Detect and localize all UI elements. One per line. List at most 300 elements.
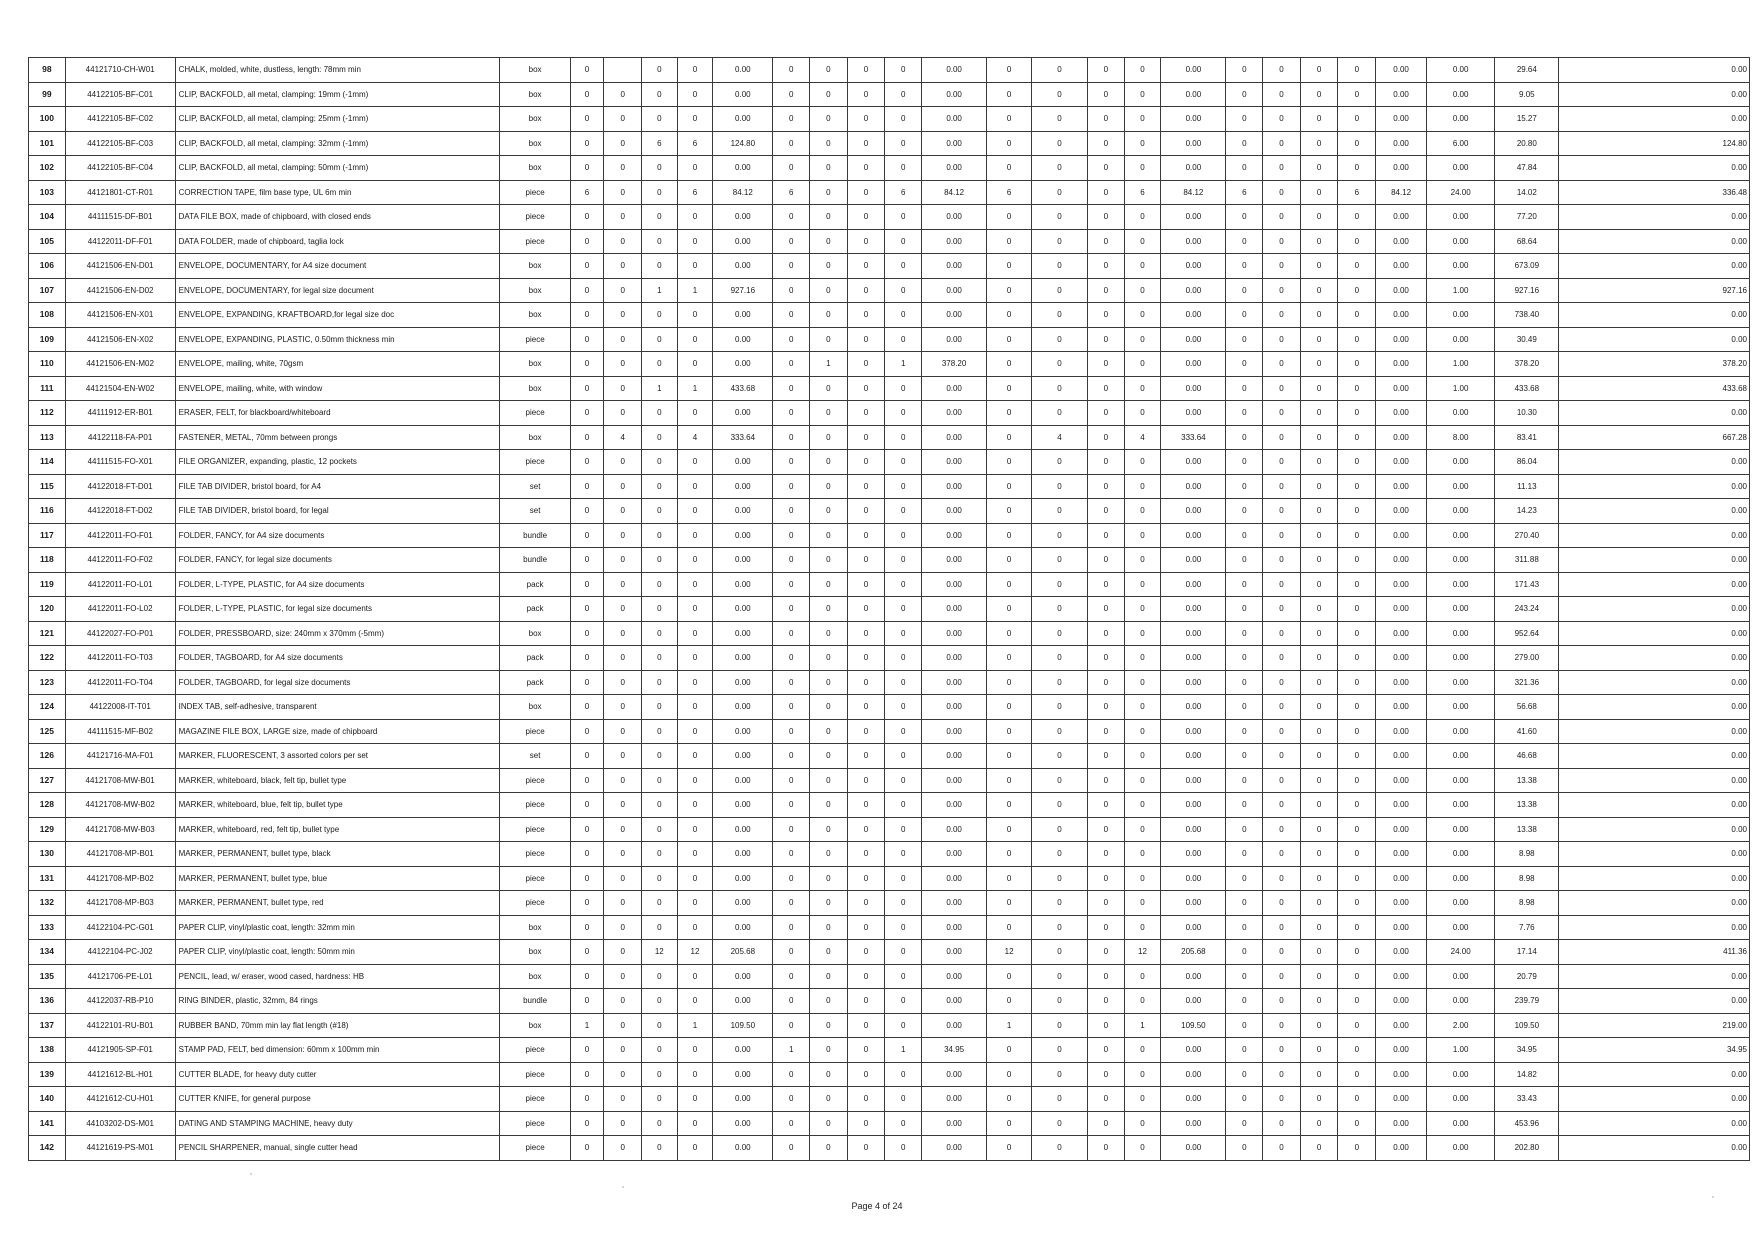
value-cell: 6	[1338, 180, 1376, 205]
value-cell: 0.00	[1161, 376, 1226, 401]
value-cell: 1	[677, 376, 713, 401]
value-cell: 0	[847, 964, 885, 989]
table-row	[29, 303, 1750, 328]
value-cell: 0	[1226, 548, 1263, 573]
value-cell: 0	[1300, 572, 1338, 597]
value-cell: 0	[773, 278, 810, 303]
value-cell: 0	[773, 670, 810, 695]
item-code-cell: 44122104-PC-G01	[65, 915, 175, 940]
item-code-cell: 44121801-CT-R01	[65, 180, 175, 205]
item-code-cell: 44121506-EN-X02	[65, 327, 175, 352]
value-cell: 77.20	[1495, 205, 1559, 230]
value-cell: 0	[677, 327, 713, 352]
value-cell: 0	[1263, 1087, 1301, 1112]
value-cell: 0.00	[922, 670, 987, 695]
value-cell: 0	[1031, 1087, 1087, 1112]
value-cell: 0	[885, 450, 922, 475]
value-cell: 0.00	[1161, 768, 1226, 793]
value-cell: 0.00	[922, 425, 987, 450]
value-cell: 0.00	[713, 82, 773, 107]
value-cell: 83.41	[1495, 425, 1559, 450]
item-description-cell: FOLDER, FANCY, for A4 size documents	[175, 523, 500, 548]
value-cell: 0	[1226, 107, 1263, 132]
value-cell: 0.00	[1376, 670, 1427, 695]
value-cell: 0	[1300, 744, 1338, 769]
value-cell: 0	[1226, 58, 1263, 83]
value-cell: 0	[987, 450, 1032, 475]
value-cell: 0	[987, 989, 1032, 1014]
value-cell: 0.00	[1161, 205, 1226, 230]
value-cell: 0.00	[1427, 1087, 1495, 1112]
value-cell: 0	[847, 940, 885, 965]
unit-cell: box	[500, 107, 570, 132]
total-amount-cell: 667.28	[1559, 425, 1750, 450]
item-description-cell: CORRECTION TAPE, film base type, UL 6m min	[175, 180, 500, 205]
value-cell: 0	[1263, 1038, 1301, 1063]
value-cell: 0	[987, 817, 1032, 842]
value-cell: 0	[1087, 597, 1124, 622]
item-number-cell: 133	[29, 915, 66, 940]
scan-speck	[250, 1173, 252, 1175]
value-cell: 0.00	[922, 376, 987, 401]
value-cell: 0	[1124, 744, 1161, 769]
value-cell: 0	[604, 548, 642, 573]
item-code-cell: 44122008-IT-T01	[65, 695, 175, 720]
value-cell: 0.00	[1427, 156, 1495, 181]
value-cell: 0	[1031, 327, 1087, 352]
value-cell: 0	[1031, 915, 1087, 940]
value-cell: 0.00	[922, 131, 987, 156]
value-cell: 0	[604, 940, 642, 965]
value-cell: 0	[885, 768, 922, 793]
value-cell: 0	[1124, 842, 1161, 867]
value-cell: 0.00	[713, 964, 773, 989]
value-cell: 0	[847, 891, 885, 916]
value-cell: 0	[1124, 670, 1161, 695]
value-cell: 0	[1031, 1038, 1087, 1063]
value-cell: 0	[987, 303, 1032, 328]
value-cell: 0	[810, 817, 848, 842]
table-row	[29, 156, 1750, 181]
value-cell: 0	[987, 572, 1032, 597]
value-cell: 0	[1031, 229, 1087, 254]
value-cell: 0	[1226, 817, 1263, 842]
item-number-cell: 116	[29, 499, 66, 524]
value-cell: 0	[1031, 303, 1087, 328]
value-cell: 0	[1300, 793, 1338, 818]
value-cell: 0	[1338, 621, 1376, 646]
table-row	[29, 915, 1750, 940]
item-number-cell: 123	[29, 670, 66, 695]
value-cell: 952.64	[1495, 621, 1559, 646]
value-cell: 0	[810, 278, 848, 303]
value-cell: 0.00	[713, 915, 773, 940]
value-cell: 0.00	[1376, 1111, 1427, 1136]
value-cell: 0	[1031, 156, 1087, 181]
value-cell: 0.00	[1161, 303, 1226, 328]
value-cell: 6	[677, 180, 713, 205]
value-cell: 0.00	[1376, 205, 1427, 230]
item-code-cell: 44122011-FO-T04	[65, 670, 175, 695]
total-amount-cell: 0.00	[1559, 768, 1750, 793]
value-cell: 0	[885, 1111, 922, 1136]
value-cell: 0	[773, 695, 810, 720]
item-description-cell: STAMP PAD, FELT, bed dimension: 60mm x 100mm min	[175, 1038, 500, 1063]
value-cell: 0.00	[922, 597, 987, 622]
value-cell: 0.00	[922, 327, 987, 352]
value-cell: 433.68	[713, 376, 773, 401]
item-number-cell: 139	[29, 1062, 66, 1087]
value-cell: 0	[1124, 572, 1161, 597]
item-number-cell: 131	[29, 866, 66, 891]
value-cell: 0	[570, 964, 604, 989]
value-cell: 0.00	[922, 1013, 987, 1038]
value-cell: 0	[987, 695, 1032, 720]
value-cell: 0	[987, 621, 1032, 646]
value-cell: 0	[570, 548, 604, 573]
value-cell: 0.00	[922, 523, 987, 548]
value-cell: 0	[1031, 695, 1087, 720]
value-cell: 0	[810, 1013, 848, 1038]
item-number-cell: 101	[29, 131, 66, 156]
value-cell: 0	[1263, 793, 1301, 818]
value-cell: 0.00	[713, 1038, 773, 1063]
value-cell: 0	[1124, 278, 1161, 303]
value-cell: 0.00	[1427, 82, 1495, 107]
value-cell: 0	[1087, 1136, 1124, 1161]
unit-cell: pack	[500, 670, 570, 695]
value-cell: 0	[1338, 1087, 1376, 1112]
table-row	[29, 58, 1750, 83]
value-cell: 0	[810, 597, 848, 622]
value-cell: 0	[847, 278, 885, 303]
value-cell: 0.00	[1376, 768, 1427, 793]
value-cell: 0	[570, 1136, 604, 1161]
value-cell: 0	[987, 156, 1032, 181]
value-cell: 0	[810, 58, 848, 83]
value-cell: 0	[1300, 621, 1338, 646]
value-cell: 0	[570, 499, 604, 524]
value-cell: 0	[604, 1062, 642, 1087]
value-cell: 0	[987, 523, 1032, 548]
value-cell: 0	[1124, 597, 1161, 622]
value-cell: 0	[1300, 205, 1338, 230]
item-number-cell: 119	[29, 572, 66, 597]
value-cell: 0	[810, 695, 848, 720]
value-cell: 0.00	[713, 1087, 773, 1112]
value-cell: 84.12	[713, 180, 773, 205]
value-cell: 0	[847, 1111, 885, 1136]
items-table-body	[29, 58, 1750, 1161]
value-cell: 0.00	[713, 793, 773, 818]
value-cell: 0	[642, 646, 678, 671]
value-cell: 0	[1300, 1062, 1338, 1087]
value-cell: 0.00	[1161, 793, 1226, 818]
value-cell: 1	[642, 376, 678, 401]
value-cell: 0	[773, 156, 810, 181]
value-cell: 0	[570, 376, 604, 401]
value-cell: 0	[1338, 989, 1376, 1014]
value-cell: 0	[810, 229, 848, 254]
value-cell: 0.00	[1376, 254, 1427, 279]
table-row	[29, 82, 1750, 107]
value-cell: 0.00	[1161, 842, 1226, 867]
value-cell: 0	[1124, 131, 1161, 156]
value-cell: 0	[1300, 670, 1338, 695]
value-cell: 0.00	[1376, 474, 1427, 499]
total-amount-cell: 0.00	[1559, 817, 1750, 842]
value-cell: 0	[987, 131, 1032, 156]
value-cell: 0	[773, 793, 810, 818]
value-cell: 0	[1263, 915, 1301, 940]
value-cell: 311.88	[1495, 548, 1559, 573]
item-code-cell: 44103202-DS-M01	[65, 1111, 175, 1136]
value-cell: 0	[1087, 940, 1124, 965]
item-number-cell: 110	[29, 352, 66, 377]
value-cell: 0	[1300, 940, 1338, 965]
value-cell: 7.76	[1495, 915, 1559, 940]
value-cell: 0	[987, 107, 1032, 132]
value-cell: 0	[642, 695, 678, 720]
value-cell: 0	[773, 425, 810, 450]
value-cell: 0	[1263, 180, 1301, 205]
value-cell: 0	[642, 768, 678, 793]
value-cell: 0	[847, 352, 885, 377]
value-cell: 0	[1226, 425, 1263, 450]
value-cell: 0	[1124, 621, 1161, 646]
value-cell: 0	[1226, 303, 1263, 328]
value-cell: 0.00	[1427, 768, 1495, 793]
item-description-cell: FOLDER, TAGBOARD, for legal size documents	[175, 670, 500, 695]
value-cell: 0	[810, 107, 848, 132]
value-cell: 0	[1300, 107, 1338, 132]
value-cell: 0.00	[1376, 597, 1427, 622]
value-cell: 0	[1338, 327, 1376, 352]
value-cell: 0	[885, 646, 922, 671]
value-cell: 0	[1338, 915, 1376, 940]
value-cell: 0	[810, 940, 848, 965]
table-row	[29, 180, 1750, 205]
value-cell: 0	[1087, 866, 1124, 891]
item-code-cell: 44121504-EN-W02	[65, 376, 175, 401]
value-cell: 8.00	[1427, 425, 1495, 450]
unit-cell: piece	[500, 1111, 570, 1136]
value-cell: 0	[773, 646, 810, 671]
value-cell: 1	[570, 1013, 604, 1038]
value-cell: 0.00	[1427, 205, 1495, 230]
value-cell: 0	[773, 450, 810, 475]
value-cell: 0	[677, 572, 713, 597]
value-cell: 0	[677, 817, 713, 842]
value-cell: 0	[1338, 450, 1376, 475]
value-cell: 0	[847, 842, 885, 867]
value-cell: 6	[885, 180, 922, 205]
value-cell: 0	[1300, 180, 1338, 205]
value-cell: 0	[810, 793, 848, 818]
value-cell: 927.16	[1495, 278, 1559, 303]
unit-cell: piece	[500, 1136, 570, 1161]
value-cell: 0	[1124, 107, 1161, 132]
value-cell: 0	[642, 1087, 678, 1112]
value-cell: 0	[1124, 499, 1161, 524]
value-cell: 0	[642, 891, 678, 916]
value-cell: 0	[987, 1062, 1032, 1087]
value-cell: 0.00	[1376, 376, 1427, 401]
value-cell: 0	[1300, 817, 1338, 842]
value-cell: 0	[1031, 1111, 1087, 1136]
value-cell: 0	[1087, 327, 1124, 352]
value-cell: 0.00	[1376, 156, 1427, 181]
value-cell: 0	[987, 352, 1032, 377]
value-cell: 0	[604, 156, 642, 181]
value-cell: 0	[773, 891, 810, 916]
value-cell: 84.12	[922, 180, 987, 205]
value-cell: 14.02	[1495, 180, 1559, 205]
value-cell: 0	[987, 425, 1032, 450]
value-cell: 0	[810, 1038, 848, 1063]
value-cell: 0	[1124, 229, 1161, 254]
value-cell: 0	[570, 817, 604, 842]
unit-cell: set	[500, 474, 570, 499]
table-row	[29, 891, 1750, 916]
value-cell: 0.00	[713, 744, 773, 769]
value-cell: 0.00	[1427, 401, 1495, 426]
value-cell: 0.00	[1161, 670, 1226, 695]
value-cell: 0.00	[1427, 58, 1495, 83]
value-cell: 0	[1338, 646, 1376, 671]
item-description-cell: FOLDER, PRESSBOARD, size: 240mm x 370mm (-5mm)	[175, 621, 500, 646]
value-cell: 0.00	[1427, 817, 1495, 842]
value-cell: 0	[1338, 156, 1376, 181]
value-cell: 0	[1226, 744, 1263, 769]
value-cell: 0	[642, 989, 678, 1014]
item-description-cell: FOLDER, FANCY, for legal size documents	[175, 548, 500, 573]
value-cell: 0	[885, 940, 922, 965]
item-description-cell: RUBBER BAND, 70mm min lay flat length (#18)	[175, 1013, 500, 1038]
item-number-cell: 98	[29, 58, 66, 83]
value-cell: 0	[1124, 523, 1161, 548]
item-number-cell: 142	[29, 1136, 66, 1161]
value-cell: 0	[677, 744, 713, 769]
total-amount-cell: 0.00	[1559, 989, 1750, 1014]
value-cell: 0	[1031, 205, 1087, 230]
value-cell: 0	[677, 229, 713, 254]
value-cell: 0	[773, 548, 810, 573]
value-cell: 0	[885, 719, 922, 744]
value-cell: 0.00	[1161, 401, 1226, 426]
value-cell: 0.00	[1161, 1038, 1226, 1063]
value-cell: 0	[1338, 131, 1376, 156]
value-cell: 14.23	[1495, 499, 1559, 524]
value-cell: 0	[1226, 523, 1263, 548]
value-cell: 0	[1263, 597, 1301, 622]
value-cell: 0	[604, 205, 642, 230]
value-cell: 0	[847, 523, 885, 548]
item-code-cell: 44121706-PE-L01	[65, 964, 175, 989]
value-cell: 0	[677, 401, 713, 426]
value-cell: 0	[1338, 597, 1376, 622]
value-cell: 124.80	[713, 131, 773, 156]
value-cell: 0	[1226, 1111, 1263, 1136]
value-cell: 0	[1087, 376, 1124, 401]
value-cell: 0	[885, 156, 922, 181]
value-cell: 0	[677, 254, 713, 279]
value-cell: 0.00	[1161, 131, 1226, 156]
unit-cell: box	[500, 964, 570, 989]
value-cell: 0	[773, 474, 810, 499]
value-cell: 0	[1031, 1062, 1087, 1087]
item-number-cell: 102	[29, 156, 66, 181]
item-description-cell: DATA FILE BOX, made of chipboard, with closed ends	[175, 205, 500, 230]
item-number-cell: 122	[29, 646, 66, 671]
value-cell: 0	[1300, 1013, 1338, 1038]
value-cell: 0	[1087, 964, 1124, 989]
total-amount-cell: 0.00	[1559, 156, 1750, 181]
item-number-cell: 107	[29, 278, 66, 303]
value-cell: 6	[677, 131, 713, 156]
value-cell: 0	[810, 1087, 848, 1112]
value-cell: 0.00	[1161, 327, 1226, 352]
value-cell: 0	[677, 1062, 713, 1087]
item-description-cell: MARKER, whiteboard, blue, felt tip, bullet type	[175, 793, 500, 818]
value-cell: 1.00	[1427, 376, 1495, 401]
value-cell: 0.00	[713, 670, 773, 695]
value-cell: 47.84	[1495, 156, 1559, 181]
value-cell: 0	[847, 1136, 885, 1161]
value-cell: 0	[1226, 915, 1263, 940]
value-cell: 0.00	[1376, 866, 1427, 891]
value-cell: 0	[885, 989, 922, 1014]
value-cell: 0.00	[922, 817, 987, 842]
item-number-cell: 109	[29, 327, 66, 352]
value-cell: 34.95	[1495, 1038, 1559, 1063]
total-amount-cell: 0.00	[1559, 523, 1750, 548]
item-description-cell: ENVELOPE, EXPANDING, KRAFTBOARD,for legal size doc	[175, 303, 500, 328]
value-cell: 0	[1338, 891, 1376, 916]
value-cell: 0	[1263, 376, 1301, 401]
value-cell: 0.00	[1427, 1062, 1495, 1087]
value-cell: 0	[1300, 695, 1338, 720]
value-cell: 0	[604, 254, 642, 279]
table-row	[29, 474, 1750, 499]
value-cell: 0	[1300, 58, 1338, 83]
value-cell: 0.00	[922, 205, 987, 230]
value-cell: 0	[1263, 940, 1301, 965]
value-cell: 321.36	[1495, 670, 1559, 695]
total-amount-cell: 0.00	[1559, 646, 1750, 671]
value-cell: 0	[677, 597, 713, 622]
value-cell: 109.50	[1495, 1013, 1559, 1038]
value-cell: 0	[642, 156, 678, 181]
value-cell: 0	[885, 964, 922, 989]
value-cell: 0	[773, 1136, 810, 1161]
value-cell: 1	[642, 278, 678, 303]
unit-cell: piece	[500, 229, 570, 254]
value-cell: 0	[1338, 1062, 1376, 1087]
value-cell: 0.00	[713, 646, 773, 671]
value-cell: 0	[773, 254, 810, 279]
value-cell: 11.13	[1495, 474, 1559, 499]
total-amount-cell: 0.00	[1559, 1087, 1750, 1112]
value-cell: 0	[570, 254, 604, 279]
value-cell: 0	[1338, 1136, 1376, 1161]
total-amount-cell: 411.36	[1559, 940, 1750, 965]
item-number-cell: 135	[29, 964, 66, 989]
value-cell: 0	[1300, 425, 1338, 450]
value-cell: 0.00	[1427, 499, 1495, 524]
item-number-cell: 99	[29, 82, 66, 107]
value-cell: 0	[1031, 817, 1087, 842]
